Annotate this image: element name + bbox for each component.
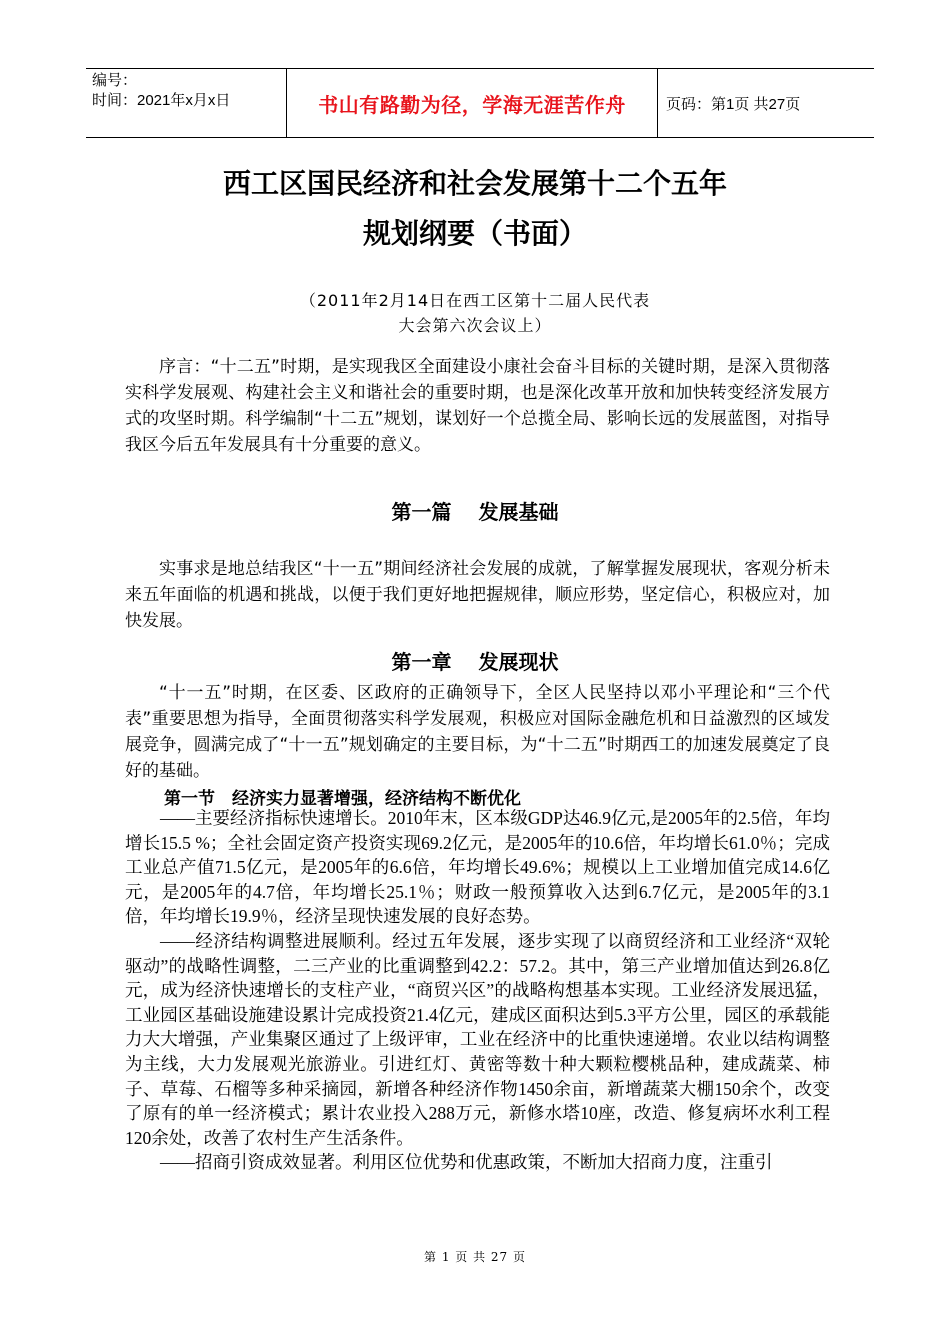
body-paragraph-investment: ——招商引资成效显著。利用区位优势和优惠政策，不断加大招商力度，注重引 (160, 1152, 773, 1173)
header-motto: 书山有路勤为径，学海无涯苦作舟 (286, 69, 658, 137)
body-paragraph-structure-adjustment: ——经济结构调整进展顺利。经过五年发展，逐步实现了以商贸经济和工业经济“双轮驱动”的战略性调整，二三产业的比重调整到42.2：57.2。其中，第三产业增加值达到26.8亿元，成为经济快速增长的支柱产业，“商贸兴区”的战略构想基本实现。工业经济发展迅猛，工业园区基础设施建设累计完成投资21.4亿元，建成区面积达到5.3平方公里，园区的承载能力大大增强，产业集聚区通过了上级评审，工业在经济中的比重快速递增。农业以结构调整为主线，大力发展观光旅游业。引进红灯、黄密等数十种大颗粒樱桃品种，建成蔬菜、柿子、草莓、石榴等多种采摘园，新增各种经济作物1450余亩，新增蔬菜大棚150余个，改变了原有的单一经济模式；累计农业投入288万元，新修水塔10座，改造、修复病坏水利工程120余处，改善了农村生产生活条件。 (125, 930, 830, 1148)
body-paragraph-economic-indicators: ——主要经济指标快速增长。2010年末，区本级GDP达46.9亿元,是2005年的2.5倍，年均增长15.5 %；全社会固定资产投资实现69.2亿元，是2005年的10.6倍，年均增长61.0％；完成工业总产值71.5亿元，是2005年的6.6倍，年均增长49.6%；规模以上工业增加值完成14.6亿元，是2005年的4.7倍，年均增长25.1％；财政一般预算收入达到6.7亿元，是2005年的3.1倍，年均增长19.9％，经济呈现快速发展的良好态势。 (125, 808, 830, 927)
part-intro-paragraph: 实事求是地总结我区“十一五”期间经济社会发展的成就，了解掌握发展现状，客观分析未来五年面临的机遇和挑战，以便于我们更好地把握规律，顺应形势，坚定信心，积极应对，加快发展。 (125, 559, 830, 631)
header-meta (86, 69, 286, 137)
header-page-info: 页码：第1页 共27页 (666, 95, 801, 113)
doc-title-line1: 西工区国民经济和社会发展第十二个五年 (222, 167, 727, 200)
part-heading: 第一篇 发展基础 (391, 500, 559, 524)
chapter-intro-paragraph: “十一五”时期，在区委、区政府的正确领导下，全区人民坚持以邓小平理论和“三个代表”重要思想为指导，全面贯彻落实科学发展观，积极应对国际金融危机和日益激烈的区域发展竞争，圆满完成了“十一五”规划确定的主要目标，为“十二五”时期西工的加速发展奠定了良好的基础。 (125, 683, 830, 781)
section-heading: 第一节 经济实力显著增强，经济结构不断优化 (164, 789, 521, 809)
time-label: 时间：2021年x月x日 (92, 92, 231, 109)
doc-subtitle-line2: 大会第六次会议上） (398, 316, 552, 335)
page-header (86, 68, 874, 138)
preface-paragraph: 序言：“十二五”时期，是实现我区全面建设小康社会奋斗目标的关键时期，是深入贯彻落实科学发展观、构建社会主义和谐社会的重要时期，也是深化改革开放和加快转变经济发展方式的攻坚时期。科学编制“十二五”规划，谋划好一个总揽全局、影响长远的发展蓝图，对指导我区今后五年发展具有十分重要的意义。 (125, 357, 830, 455)
doc-title-line2: 规划纲要（书面） (362, 217, 587, 250)
page-footer: 第 1 页 共 27 页 (424, 1250, 526, 1264)
section-body (125, 806, 830, 1175)
chapter-heading: 第一章 发展现状 (391, 650, 559, 674)
doc-number-label: 编号： (92, 72, 138, 89)
doc-subtitle-line1: （2011年2月14日在西工区第十二届人民代表 (299, 291, 651, 310)
